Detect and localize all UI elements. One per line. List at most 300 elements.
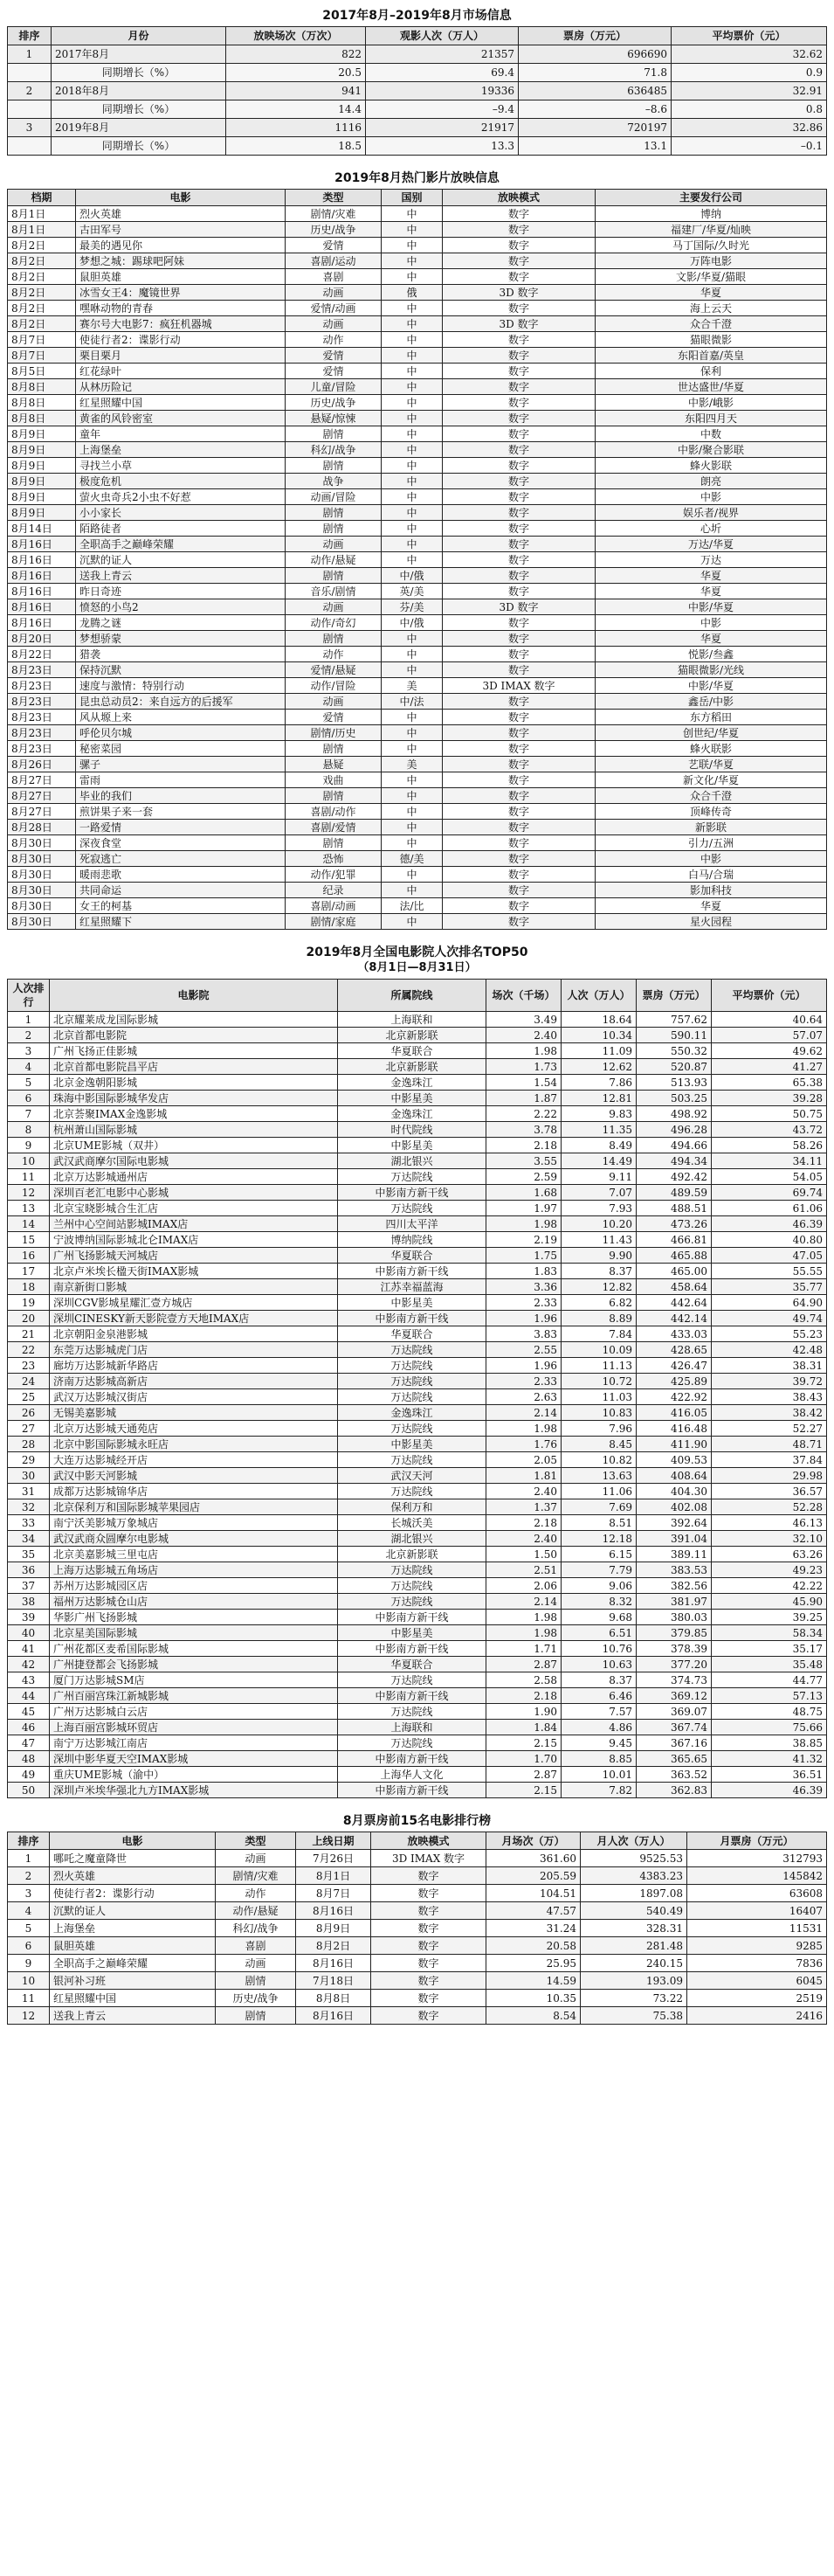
admissions-cell: 1897.08 xyxy=(581,1885,687,1902)
film-cell: 最美的遇见你 xyxy=(76,238,286,253)
circuit-cell: 万达院线 xyxy=(338,1201,486,1216)
shows-cell: 1.54 xyxy=(486,1075,562,1091)
price-cell: 34.11 xyxy=(712,1153,827,1169)
film-cell: 女王的柯基 xyxy=(76,898,286,914)
country-cell: 中 xyxy=(382,364,443,379)
film-cell: 送我上青云 xyxy=(76,568,286,584)
admissions-cell: 73.22 xyxy=(581,1990,687,2007)
price-cell: 49.23 xyxy=(712,1562,827,1578)
price-cell: 50.75 xyxy=(712,1106,827,1122)
shows-cell: 2.63 xyxy=(486,1389,562,1405)
film-cell: 暖雨悲歌 xyxy=(76,867,286,883)
table-row xyxy=(8,694,827,710)
circuit-cell: 万达院线 xyxy=(338,1342,486,1358)
table-row xyxy=(8,1547,827,1562)
genre-cell: 动作 xyxy=(286,647,382,662)
table-row xyxy=(8,1657,827,1672)
circuit-cell: 华夏联合 xyxy=(338,1043,486,1059)
circuit-cell: 江苏幸福蓝海 xyxy=(338,1279,486,1295)
admissions-cell: 328.31 xyxy=(581,1920,687,1937)
circuit-cell: 中影星美 xyxy=(338,1437,486,1452)
table-row xyxy=(8,1704,827,1720)
shows-cell: 2.18 xyxy=(486,1688,562,1704)
shows-cell: 1.96 xyxy=(486,1358,562,1374)
film-cell: 使徒行者2：谍影行动 xyxy=(50,1885,216,1902)
shows-cell: 1.70 xyxy=(486,1751,562,1767)
rank-cell: 9 xyxy=(8,1955,50,1972)
release-date-cell: 8月1日 xyxy=(8,222,76,238)
circuit-cell: 中影南方新干线 xyxy=(338,1783,486,1798)
price-cell: 38.31 xyxy=(712,1358,827,1374)
cinema-cell: 北京万达影城通州店 xyxy=(50,1169,338,1185)
admissions-cell: 7.84 xyxy=(562,1326,637,1342)
box-cell: 6045 xyxy=(687,1972,827,1990)
circuit-cell: 万达院线 xyxy=(338,1735,486,1751)
table-row xyxy=(8,1185,827,1201)
film-cell: 梦想之城：踢球吧阿妹 xyxy=(76,253,286,269)
admissions-cell: 8.85 xyxy=(562,1751,637,1767)
cinemas-header-row xyxy=(8,980,827,1012)
releases-header-row xyxy=(8,190,827,206)
shows-cell: 1.98 xyxy=(486,1421,562,1437)
table-row xyxy=(8,1122,827,1138)
country-cell: 中 xyxy=(382,426,443,442)
yoy-row xyxy=(8,64,827,82)
cinema-cell: 宁波博纳国际影城北仑IMAX店 xyxy=(50,1232,338,1248)
month-cell: 2018年8月 xyxy=(52,82,226,100)
table-row xyxy=(8,1012,827,1028)
table-row xyxy=(8,521,827,537)
admissions-cell: 8.89 xyxy=(562,1311,637,1326)
admissions-cell: 12.62 xyxy=(562,1059,637,1075)
cinema-cell: 杭州萧山国际影城 xyxy=(50,1122,338,1138)
release-date-cell: 8月30日 xyxy=(8,851,76,867)
genre-cell: 剧情 xyxy=(286,426,382,442)
circuit-cell: 金逸珠江 xyxy=(338,1405,486,1421)
film-cell: 昆虫总动员2：来自远方的后援军 xyxy=(76,694,286,710)
format-cell: 数字 xyxy=(443,741,596,757)
rank-cell: 1 xyxy=(8,45,52,64)
admissions-cell: 193.09 xyxy=(581,1972,687,1990)
column-header: 放映模式 xyxy=(371,1832,486,1850)
shows-cell: 1.98 xyxy=(486,1043,562,1059)
country-cell: 中 xyxy=(382,725,443,741)
column-header: 电影 xyxy=(76,190,286,206)
circuit-cell: 中影南方新干线 xyxy=(338,1185,486,1201)
genre-cell: 历史/战争 xyxy=(286,395,382,411)
rank-cell: 3 xyxy=(8,1043,50,1059)
admissions-cell: 8.49 xyxy=(562,1138,637,1153)
country-cell: 中 xyxy=(382,788,443,804)
shows-cell: 2.06 xyxy=(486,1578,562,1594)
film-cell: 煎饼果子来一套 xyxy=(76,804,286,820)
release-date-cell: 8月23日 xyxy=(8,678,76,694)
yoy-price-cell: 0.9 xyxy=(672,64,827,82)
table-row xyxy=(8,1594,827,1610)
table-row xyxy=(8,1641,827,1657)
genre-cell: 剧情 xyxy=(286,835,382,851)
film-cell: 烈火英雄 xyxy=(50,1867,216,1885)
table-row xyxy=(8,804,827,820)
price-cell: 58.34 xyxy=(712,1625,827,1641)
country-cell: 中 xyxy=(382,631,443,647)
table-row xyxy=(8,442,827,458)
table-row xyxy=(8,1295,827,1311)
table-row xyxy=(8,552,827,568)
rank-cell: 2 xyxy=(8,82,52,100)
release-date-cell: 8月22日 xyxy=(8,647,76,662)
country-cell: 中 xyxy=(382,474,443,489)
admissions-cell: 12.81 xyxy=(562,1091,637,1106)
admissions-cell: 8.51 xyxy=(562,1515,637,1531)
cinema-cell: 北京宝晓影城合生汇店 xyxy=(50,1201,338,1216)
circuit-cell: 长城沃美 xyxy=(338,1515,486,1531)
release-date-cell: 8月16日 xyxy=(296,1955,371,1972)
genre-cell: 悬疑 xyxy=(286,757,382,772)
format-cell: 数字 xyxy=(371,1972,486,1990)
table-row xyxy=(8,1264,827,1279)
box-cell: 145842 xyxy=(687,1867,827,1885)
table-row xyxy=(8,1059,827,1075)
price-cell: 44.77 xyxy=(712,1672,827,1688)
format-cell: 数字 xyxy=(443,615,596,631)
box-cell: 378.39 xyxy=(637,1641,712,1657)
country-cell: 中 xyxy=(382,710,443,725)
country-cell: 中 xyxy=(382,505,443,521)
shows-cell: 1.90 xyxy=(486,1704,562,1720)
rank-cell: 9 xyxy=(8,1138,50,1153)
table-row xyxy=(8,1248,827,1264)
cinema-cell: 厦门万达影城SM店 xyxy=(50,1672,338,1688)
format-cell: 数字 xyxy=(371,2007,486,2025)
cinema-cell: 北京金逸朝阳影城 xyxy=(50,1075,338,1091)
cinema-cell: 武汉中影天河影城 xyxy=(50,1468,338,1484)
table-row xyxy=(8,647,827,662)
price-cell: 69.74 xyxy=(712,1185,827,1201)
rank-cell: 13 xyxy=(8,1201,50,1216)
release-date-cell: 8月30日 xyxy=(8,914,76,930)
country-cell: 德/美 xyxy=(382,851,443,867)
rank-cell: 39 xyxy=(8,1610,50,1625)
circuit-cell: 北京新影联 xyxy=(338,1059,486,1075)
release-date-cell: 7月18日 xyxy=(296,1972,371,1990)
price-cell: 61.06 xyxy=(712,1201,827,1216)
admissions-cell: 9.68 xyxy=(562,1610,637,1625)
admissions-cell: 11.35 xyxy=(562,1122,637,1138)
country-cell: 中 xyxy=(382,835,443,851)
rank-cell: 28 xyxy=(8,1437,50,1452)
genre-cell: 剧情 xyxy=(216,2007,296,2025)
table-row xyxy=(8,615,827,631)
release-date-cell: 8月5日 xyxy=(8,364,76,379)
cinema-cell: 武汉武商摩尔国际电影城 xyxy=(50,1153,338,1169)
box-cell: 696690 xyxy=(519,45,672,64)
country-cell: 芬/美 xyxy=(382,599,443,615)
admissions-cell: 21917 xyxy=(366,119,519,137)
distributor-cell: 新影联 xyxy=(596,820,827,835)
film-cell: 深夜食堂 xyxy=(76,835,286,851)
price-cell: 46.13 xyxy=(712,1515,827,1531)
shows-cell: 1.87 xyxy=(486,1091,562,1106)
genre-cell: 动画 xyxy=(286,599,382,615)
film-cell: 上海堡垒 xyxy=(50,1920,216,1937)
circuit-cell: 四川太平洋 xyxy=(338,1216,486,1232)
price-cell: 29.98 xyxy=(712,1468,827,1484)
table-row xyxy=(8,1955,827,1972)
release-date-cell: 8月16日 xyxy=(8,599,76,615)
country-cell: 中 xyxy=(382,222,443,238)
genre-cell: 喜剧/运动 xyxy=(286,253,382,269)
rank-cell: 34 xyxy=(8,1531,50,1547)
release-date-cell: 8月7日 xyxy=(8,348,76,364)
box-cell: 757.62 xyxy=(637,1012,712,1028)
box-cell: 494.34 xyxy=(637,1153,712,1169)
film-cell: 上海堡垒 xyxy=(76,442,286,458)
cinema-cell: 武汉万达影城汉街店 xyxy=(50,1389,338,1405)
rank-cell: 31 xyxy=(8,1484,50,1499)
price-cell: 65.38 xyxy=(712,1075,827,1091)
genre-cell: 恐怖 xyxy=(286,851,382,867)
table-row xyxy=(8,379,827,395)
shows-cell: 3.55 xyxy=(486,1153,562,1169)
table-row xyxy=(8,1405,827,1421)
format-cell: 数字 xyxy=(443,804,596,820)
cinema-cell: 济南万达影城高新店 xyxy=(50,1374,338,1389)
box-cell: 433.03 xyxy=(637,1326,712,1342)
shows-cell: 1.83 xyxy=(486,1264,562,1279)
price-cell: 41.27 xyxy=(712,1059,827,1075)
column-header: 排序 xyxy=(8,1832,50,1850)
film-cell: 古田军号 xyxy=(76,222,286,238)
release-date-cell: 8月9日 xyxy=(296,1920,371,1937)
country-cell: 中/法 xyxy=(382,694,443,710)
admissions-cell: 13.63 xyxy=(562,1468,637,1484)
release-date-cell: 8月27日 xyxy=(8,804,76,820)
rank-cell: 3 xyxy=(8,119,52,137)
cinema-cell: 华影广州飞扬影城 xyxy=(50,1610,338,1625)
box-cell: 636485 xyxy=(519,82,672,100)
table-row xyxy=(8,1437,827,1452)
table-row xyxy=(8,898,827,914)
format-cell: 数字 xyxy=(371,1955,486,1972)
circuit-cell: 金逸珠江 xyxy=(338,1106,486,1122)
release-date-cell: 8月26日 xyxy=(8,757,76,772)
country-cell: 俄 xyxy=(382,285,443,301)
shows-cell: 2.18 xyxy=(486,1138,562,1153)
box-cell: 392.64 xyxy=(637,1515,712,1531)
format-cell: 数字 xyxy=(443,222,596,238)
column-header: 观影人次（万人） xyxy=(366,27,519,45)
box-cell: 2519 xyxy=(687,1990,827,2007)
circuit-cell: 中影南方新干线 xyxy=(338,1610,486,1625)
format-cell: 数字 xyxy=(443,883,596,898)
price-cell: 38.42 xyxy=(712,1405,827,1421)
admissions-cell: 8.32 xyxy=(562,1594,637,1610)
table-row xyxy=(8,835,827,851)
admissions-cell: 10.09 xyxy=(562,1342,637,1358)
circuit-cell: 万达院线 xyxy=(338,1169,486,1185)
circuit-cell: 中影南方新干线 xyxy=(338,1688,486,1704)
film-cell: 黄雀的风铃密室 xyxy=(76,411,286,426)
film-cell: 小小家长 xyxy=(76,505,286,521)
table-row xyxy=(8,1562,827,1578)
rank-cell: 36 xyxy=(8,1562,50,1578)
film-cell: 昨日奇迹 xyxy=(76,584,286,599)
format-cell: 数字 xyxy=(443,867,596,883)
circuit-cell: 金逸珠江 xyxy=(338,1075,486,1091)
price-cell: 42.22 xyxy=(712,1578,827,1594)
format-cell: 3D 数字 xyxy=(443,599,596,615)
box-cell: 411.90 xyxy=(637,1437,712,1452)
cinema-cell: 北京星美国际影城 xyxy=(50,1625,338,1641)
table-row xyxy=(8,474,827,489)
distributor-cell: 中数 xyxy=(596,426,827,442)
price-cell: 35.48 xyxy=(712,1657,827,1672)
column-header: 月票房（万元） xyxy=(687,1832,827,1850)
genre-cell: 动作 xyxy=(216,1885,296,1902)
release-date-cell: 8月1日 xyxy=(296,1867,371,1885)
price-cell: 54.05 xyxy=(712,1169,827,1185)
column-header: 电影院 xyxy=(50,980,338,1012)
box-cell: 7836 xyxy=(687,1955,827,1972)
release-date-cell: 8月23日 xyxy=(8,662,76,678)
distributor-cell: 引力/五洲 xyxy=(596,835,827,851)
release-date-cell: 7月26日 xyxy=(296,1850,371,1867)
release-date-cell: 8月9日 xyxy=(8,505,76,521)
country-cell: 中 xyxy=(382,238,443,253)
table-row xyxy=(8,285,827,301)
table-row xyxy=(8,741,827,757)
yoy-row xyxy=(8,137,827,156)
format-cell: 数字 xyxy=(443,694,596,710)
shows-cell: 2.87 xyxy=(486,1767,562,1783)
table-row xyxy=(8,568,827,584)
yoy-shows-cell: 20.5 xyxy=(226,64,366,82)
market-info-section xyxy=(7,5,827,156)
distributor-cell: 悦影/叁鑫 xyxy=(596,647,827,662)
release-date-cell: 8月16日 xyxy=(8,552,76,568)
cinema-cell: 广州捷登都会飞扬影城 xyxy=(50,1657,338,1672)
shows-cell: 2.33 xyxy=(486,1295,562,1311)
country-cell: 中 xyxy=(382,741,443,757)
release-date-cell: 8月2日 xyxy=(8,253,76,269)
country-cell: 中 xyxy=(382,521,443,537)
admissions-cell: 281.48 xyxy=(581,1937,687,1955)
film-cell: 一路爱情 xyxy=(76,820,286,835)
rank-cell: 20 xyxy=(8,1311,50,1326)
rank-cell: 47 xyxy=(8,1735,50,1751)
cinema-cell: 北京朝阳金泉港影城 xyxy=(50,1326,338,1342)
film-cell: 呼伦贝尔城 xyxy=(76,725,286,741)
film-cell: 送我上青云 xyxy=(50,2007,216,2025)
distributor-cell: 艺联/华夏 xyxy=(596,757,827,772)
table-row xyxy=(8,1326,827,1342)
genre-cell: 剧情/灾难 xyxy=(216,1867,296,1885)
yoy-box-cell: 71.8 xyxy=(519,64,672,82)
rank-cell: 46 xyxy=(8,1720,50,1735)
rank-cell: 23 xyxy=(8,1358,50,1374)
genre-cell: 爱情 xyxy=(286,238,382,253)
box-cell: 465.00 xyxy=(637,1264,712,1279)
table-row xyxy=(8,1484,827,1499)
box-cell: 380.03 xyxy=(637,1610,712,1625)
table-row xyxy=(8,537,827,552)
table-row xyxy=(8,1389,827,1405)
shows-cell: 2.15 xyxy=(486,1783,562,1798)
circuit-cell: 北京新影联 xyxy=(338,1028,486,1043)
circuit-cell: 上海联和 xyxy=(338,1012,486,1028)
format-cell: 数字 xyxy=(443,458,596,474)
country-cell: 中 xyxy=(382,253,443,269)
rank-cell: 4 xyxy=(8,1902,50,1920)
circuit-cell: 万达院线 xyxy=(338,1484,486,1499)
box-cell: 458.64 xyxy=(637,1279,712,1295)
release-date-cell: 8月2日 xyxy=(8,316,76,332)
release-date-cell: 8月2日 xyxy=(8,269,76,285)
country-cell: 中 xyxy=(382,662,443,678)
genre-cell: 动画 xyxy=(286,285,382,301)
price-cell: 45.90 xyxy=(712,1594,827,1610)
price-cell: 32.86 xyxy=(672,119,827,137)
rank-cell: 8 xyxy=(8,1122,50,1138)
table-row xyxy=(8,332,827,348)
format-cell: 数字 xyxy=(443,835,596,851)
box-cell: 498.92 xyxy=(637,1106,712,1122)
table-row xyxy=(8,678,827,694)
circuit-cell: 保利万和 xyxy=(338,1499,486,1515)
admissions-cell: 21357 xyxy=(366,45,519,64)
genre-cell: 剧情/灾难 xyxy=(286,206,382,222)
film-cell: 风从塬上来 xyxy=(76,710,286,725)
format-cell: 数字 xyxy=(443,379,596,395)
film-cell: 鼠胆英雄 xyxy=(76,269,286,285)
release-date-cell: 8月7日 xyxy=(296,1885,371,1902)
cinema-cell: 东莞万达影城虎门店 xyxy=(50,1342,338,1358)
distributor-cell: 海上云天 xyxy=(596,301,827,316)
shows-cell: 2.14 xyxy=(486,1405,562,1421)
price-cell: 55.23 xyxy=(712,1326,827,1342)
box-cell: 426.47 xyxy=(637,1358,712,1374)
distributor-cell: 创世纪/华夏 xyxy=(596,725,827,741)
distributor-cell: 华夏 xyxy=(596,631,827,647)
table-row xyxy=(8,1169,827,1185)
column-header: 票房（万元） xyxy=(519,27,672,45)
country-cell: 中 xyxy=(382,316,443,332)
film-cell: 鼠胆英雄 xyxy=(50,1937,216,1955)
table-row xyxy=(8,1902,827,1920)
release-date-cell: 8月27日 xyxy=(8,772,76,788)
release-date-cell: 8月9日 xyxy=(8,474,76,489)
circuit-cell: 湖北银兴 xyxy=(338,1153,486,1169)
format-cell: 数字 xyxy=(443,568,596,584)
format-cell: 数字 xyxy=(443,537,596,552)
country-cell: 中 xyxy=(382,647,443,662)
box-cell: 442.64 xyxy=(637,1295,712,1311)
format-cell: 数字 xyxy=(443,301,596,316)
cinema-cell: 北京首都电影院 xyxy=(50,1028,338,1043)
table-row xyxy=(8,1885,827,1902)
genre-cell: 剧情/历史 xyxy=(286,725,382,741)
column-header: 场次（千场） xyxy=(486,980,562,1012)
column-header: 放映模式 xyxy=(443,190,596,206)
admissions-cell: 12.18 xyxy=(562,1531,637,1547)
film-cell: 雷雨 xyxy=(76,772,286,788)
cinema-cell: 北京万达影城天通苑店 xyxy=(50,1421,338,1437)
genre-cell: 音乐/剧情 xyxy=(286,584,382,599)
format-cell: 数字 xyxy=(443,662,596,678)
format-cell: 数字 xyxy=(443,489,596,505)
box-cell: 391.04 xyxy=(637,1531,712,1547)
